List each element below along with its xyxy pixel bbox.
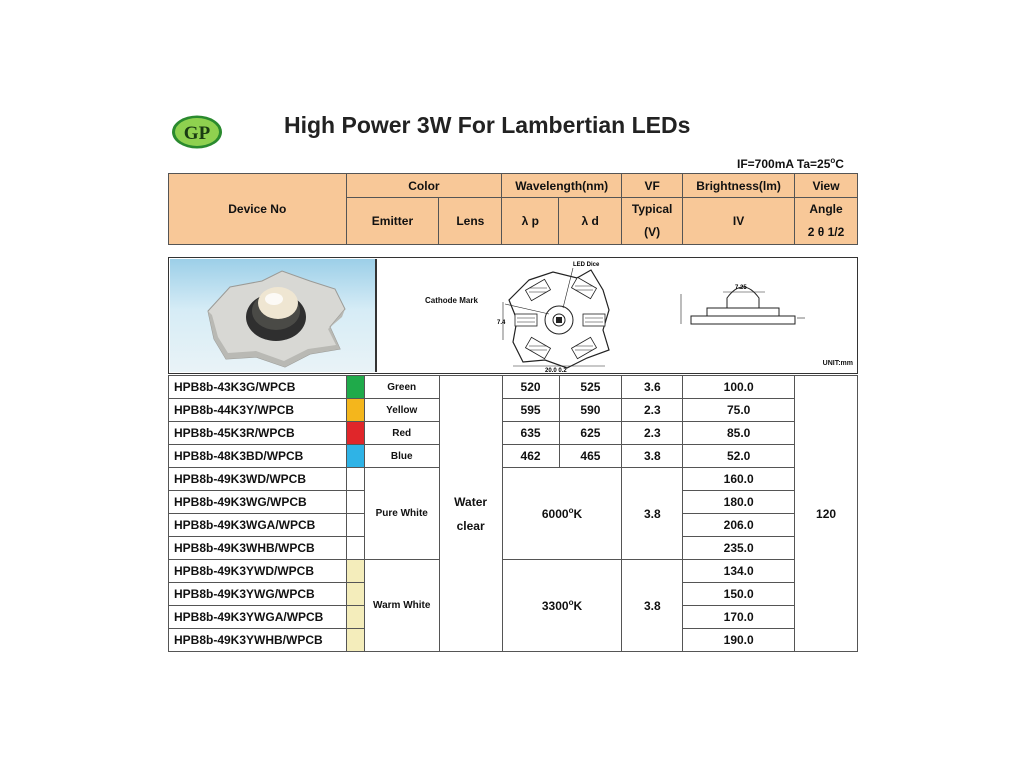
lens-type: Water clear (439, 376, 502, 652)
header-iv: IV (683, 198, 795, 245)
device-no: HPB8b-49K3WD/WPCB (169, 468, 347, 491)
color-swatch (346, 399, 364, 422)
iv-value: 170.0 (683, 606, 795, 629)
color-swatch (346, 583, 364, 606)
page-title: High Power 3W For Lambertian LEDs (284, 112, 691, 138)
test-conditions: IF=700mA $Ta=25^oC$ (737, 156, 844, 171)
lambda-d: 465 (559, 445, 622, 468)
vf-value: 3.8 (622, 468, 683, 560)
device-no: HPB8b-49K3WG/WPCB (169, 491, 347, 514)
lambda-p: 462 (502, 445, 559, 468)
emitter-color: Warm White (364, 560, 439, 652)
iv-value: 150.0 (683, 583, 795, 606)
emitter-color: Blue (364, 445, 439, 468)
color-swatch (346, 491, 364, 514)
color-swatch (346, 606, 364, 629)
color-swatch (346, 560, 364, 583)
iv-value: 180.0 (683, 491, 795, 514)
color-swatch (346, 376, 364, 399)
header-brightness: Brightness(lm) (683, 174, 795, 198)
header-vf: VF (622, 174, 683, 198)
vf-value: 2.3 (622, 422, 683, 445)
header-device-no: Device No (169, 174, 347, 245)
color-swatch (346, 629, 364, 652)
header-lens: Lens (439, 198, 502, 245)
color-swatch (346, 537, 364, 560)
iv-value: 160.0 (683, 468, 795, 491)
svg-text:7.25: 7.25 (735, 285, 747, 291)
header-color: Color (346, 174, 502, 198)
dimension-drawing (377, 258, 857, 373)
cct-value: 6000$^o$K (502, 468, 622, 560)
color-swatch (346, 445, 364, 468)
device-no: HPB8b-49K3YWG/WPCB (169, 583, 347, 606)
device-no: HPB8b-49K3YWHB/WPCB (169, 629, 347, 652)
lambda-p: 635 (502, 422, 559, 445)
device-no: HPB8b-45K3R/WPCB (169, 422, 347, 445)
emitter-color: Pure White (364, 468, 439, 560)
device-no: HPB8b-48K3BD/WPCB (169, 445, 347, 468)
iv-value: 85.0 (683, 422, 795, 445)
iv-value: 100.0 (683, 376, 795, 399)
header-view: View (795, 174, 858, 198)
color-swatch (346, 468, 364, 491)
svg-text:GP: GP (183, 123, 211, 144)
iv-value: 190.0 (683, 629, 795, 652)
lambda-p: 595 (502, 399, 559, 422)
header-emitter: Emitter (346, 198, 439, 245)
header-lambda-d: λ d (559, 198, 622, 245)
cathode-mark-label: Cathode Mark (425, 296, 478, 305)
svg-text:20.0 0.2: 20.0 0.2 (545, 368, 567, 373)
header-lambda-p: λ p (502, 198, 559, 245)
header-vf-typical: Typical (V) (622, 198, 683, 245)
spec-header-table (168, 173, 858, 245)
vf-value: 3.8 (622, 560, 683, 652)
header-angle: Angle 2 θ 1/2 (795, 198, 858, 245)
vf-value: 2.3 (622, 399, 683, 422)
device-no: HPB8b-43K3G/WPCB (169, 376, 347, 399)
lambda-d: 625 (559, 422, 622, 445)
iv-value: 206.0 (683, 514, 795, 537)
gp-logo (171, 114, 223, 150)
view-angle: 120 (795, 376, 858, 652)
unit-label: UNIT:mm (822, 360, 853, 367)
vf-value: 3.6 (622, 376, 683, 399)
table-row (169, 468, 858, 491)
lambda-d: 525 (559, 376, 622, 399)
vf-value: 3.8 (622, 445, 683, 468)
device-no: HPB8b-49K3WHB/WPCB (169, 537, 347, 560)
emitter-color: Yellow (364, 399, 439, 422)
table-row (169, 376, 858, 399)
iv-value: 134.0 (683, 560, 795, 583)
device-no: HPB8b-44K3Y/WPCB (169, 399, 347, 422)
led-product-photo (170, 259, 377, 372)
table-row (169, 560, 858, 583)
color-swatch (346, 422, 364, 445)
svg-text:7.4: 7.4 (497, 320, 506, 326)
table-row (169, 422, 858, 445)
svg-text:LED Dice: LED Dice (573, 262, 600, 268)
device-no: HPB8b-49K3YWD/WPCB (169, 560, 347, 583)
iv-value: 52.0 (683, 445, 795, 468)
table-row (169, 445, 858, 468)
lambda-p: 520 (502, 376, 559, 399)
spec-body-table (168, 375, 858, 652)
emitter-color: Green (364, 376, 439, 399)
table-row (169, 399, 858, 422)
device-no: HPB8b-49K3YWGA/WPCB (169, 606, 347, 629)
cct-value: 3300$^o$K (502, 560, 622, 652)
header-wavelength: Wavelength(nm) (502, 174, 622, 198)
product-image-panel (168, 257, 858, 374)
color-swatch (346, 514, 364, 537)
device-no: HPB8b-49K3WGA/WPCB (169, 514, 347, 537)
emitter-color: Red (364, 422, 439, 445)
iv-value: 235.0 (683, 537, 795, 560)
iv-value: 75.0 (683, 399, 795, 422)
lambda-d: 590 (559, 399, 622, 422)
